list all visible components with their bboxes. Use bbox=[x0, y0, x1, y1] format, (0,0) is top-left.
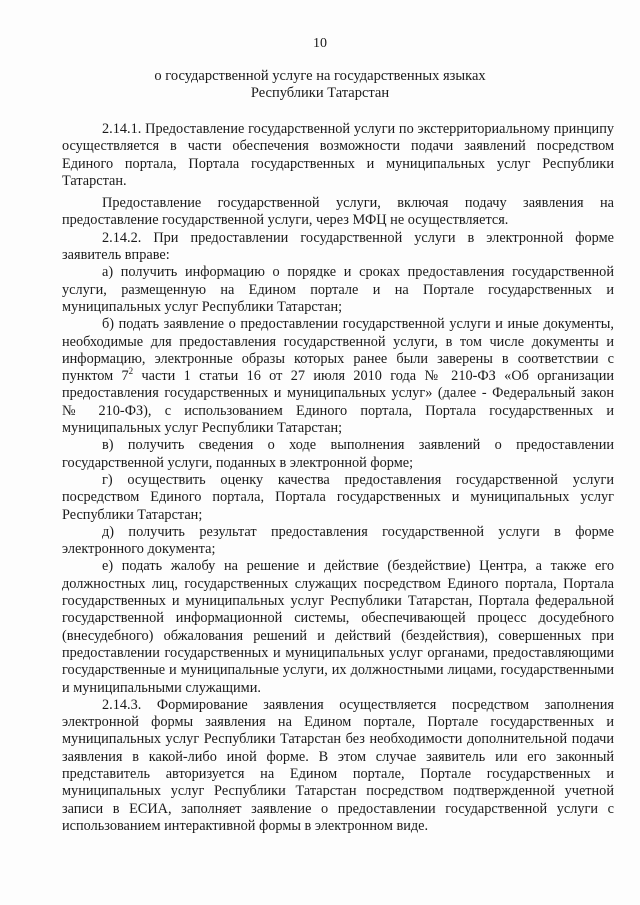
list-item-a: а) получить информацию о порядке и сроках предоставления государственной услуги, размещенную на Едином портале и на Портале государственных и муниципальных услуг Республики Татарстан; bbox=[62, 264, 614, 315]
list-item-d: д) получить результат предоставления государственной услуги в форме электронного документа; bbox=[62, 523, 614, 558]
list-item-b-text-start: б) подать заявление о предоставлении государственной услуги и иные документы, необходимые для предоставления государственной услуги, в том числе документы и информацию, электронные образы которых ранее были заверены в соответствии с пунктом 7 bbox=[62, 316, 614, 385]
list-item-g: г) осуществить оценку качества предоставления государственной услуги посредством Единого портала, Портала государственных и муниципальных услуг Республики Татарстан; bbox=[62, 471, 614, 523]
page-number: 10 bbox=[313, 36, 327, 51]
paragraph-2-14-3: 2.14.3. Формирование заявления осуществляется посредством заполнения электронной формы заявления на Едином портале, Портале государственных и муниципальных услуг Республики Татарстан без необходимости дополнительной подачи заявления в какой-либо иной форме. В этом случае заявитель или его законный представитель авторизуется на Едином портале, Портале государственных и муниципальных услуг Республики Татарстан посредством подтвержденной учетной записи в ЕСИА, заполняет заявление о предоставлении государственной услуги с использованием интерактивной формы в электронном виде. bbox=[62, 696, 614, 834]
list-item-e: е) подать жалобу на решение и действие (бездействие) Центра, а также его должностных лиц, государственных служащих посредством Единого портала, Портала государственных и муниципальных услуг Республики Татарстан, Портала федеральной государственной информационной системы, обеспечивающей процесс досудебного (внесудебного) обжалования решений и действий (бездействия), совершенных при предоставлении государственных и муниципальных услуг органами, предоставляющими государственные и муниципальные услуги, их должностными лицами, государственными и муниципальными служащими. bbox=[62, 558, 614, 696]
heading-line-2: Республики Татарстан bbox=[250, 85, 390, 101]
document-body bbox=[62, 121, 614, 835]
paragraph-mfc: Предоставление государственной услуги, включая подачу заявления на предоставление государственной услуги, через МФЦ не осуществляется. bbox=[62, 195, 614, 229]
paragraph-2-14-2: 2.14.2. При предоставлении государственной услуги в электронной форме заявитель вправе: bbox=[62, 229, 614, 264]
list-item-b bbox=[62, 316, 614, 437]
list-item-b-text-end: части 1 статьи 16 от 27 июля 2010 года № 210-ФЗ «Об организации предоставления государственных и муниципальных услуг» (далее - Федеральный закон № 210-ФЗ), с использованием Единого портала, Портала государственных и муниципальных услуг Республики Татарстан; bbox=[62, 368, 614, 437]
heading-line-1: о государственной услуге на государственных языках bbox=[154, 68, 486, 84]
section-heading bbox=[0, 68, 640, 102]
list-item-v: в) получить сведения о ходе выполнения заявлений о предоставлении государственной услуги, поданных в электронной форме; bbox=[62, 437, 614, 471]
paragraph-2-14-1: 2.14.1. Предоставление государственной услуги по экстерриториальному принципу осуществляется в части обеспечения возможности подачи заявлений посредством Единого портала, Портала государственных и муниципальных услуг Республики Татарстан. bbox=[62, 121, 614, 189]
superscript: 2 bbox=[128, 366, 134, 377]
